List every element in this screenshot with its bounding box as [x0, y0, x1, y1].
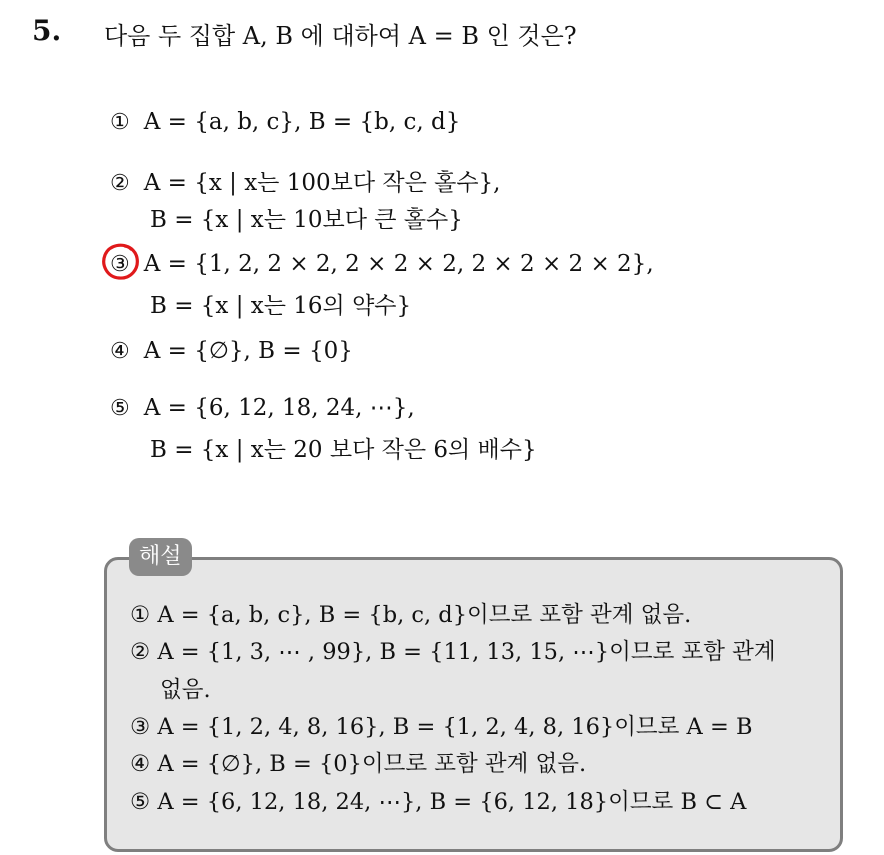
- choice-1-mark: ①: [110, 110, 130, 135]
- choice-5-line-1: A = {6, 12, 18, 24, ⋯},: [143, 395, 415, 421]
- solution-line-4: ③ A = {1, 2, 4, 8, 16}, B = {1, 2, 4, 8, 16}이므로 A = B: [130, 714, 753, 740]
- choice-3-line-2: B = {x | x는 16의 약수}: [150, 293, 412, 319]
- solution-tab: 해설: [129, 538, 192, 576]
- choice-4: [110, 338, 353, 364]
- question-text: 다음 두 집합 A, B 에 대하여 A = B 인 것은?: [104, 22, 577, 50]
- choice-1-line-1: A = {a, b, c}, B = {b, c, d}: [143, 109, 461, 135]
- choice-5-line-2: B = {x | x는 20 보다 작은 6의 배수}: [150, 437, 537, 463]
- choice-2-mark: ②: [110, 171, 130, 196]
- solution-line-1: ① A = {a, b, c}, B = {b, c, d}이므로 포함 관계 없음.: [130, 602, 692, 628]
- choice-3-line-1: A = {1, 2, 2 × 2, 2 × 2 × 2, 2 × 2 × 2 × 2},: [143, 251, 654, 277]
- solution-line-5: ④ A = {∅}, B = {0}이므로 포함 관계 없음.: [130, 751, 587, 777]
- choice-4-line-1: A = {∅}, B = {0}: [143, 338, 353, 364]
- choice-3-mark: ③: [110, 252, 130, 277]
- choice-2-line-2: B = {x | x는 10보다 큰 홀수}: [150, 207, 463, 233]
- choice-1: [110, 109, 460, 135]
- choice-5-mark: ⑤: [110, 396, 130, 421]
- choice-5: [110, 395, 415, 421]
- choice-2-line-1: A = {x | x는 100보다 작은 홀수},: [143, 170, 501, 196]
- solution-line-3: 없음.: [160, 677, 211, 703]
- solution-line-2: ② A = {1, 3, ⋯ , 99}, B = {11, 13, 15, ⋯}이므로 포함 관계: [130, 639, 776, 665]
- solution-line-6: ⑤ A = {6, 12, 18, 24, ⋯}, B = {6, 12, 18}이므로 B ⊂ A: [130, 789, 747, 815]
- choice-3: [110, 251, 654, 277]
- question-number: 5.: [32, 14, 62, 47]
- choice-4-mark: ④: [110, 339, 130, 364]
- choice-2: [110, 164, 501, 197]
